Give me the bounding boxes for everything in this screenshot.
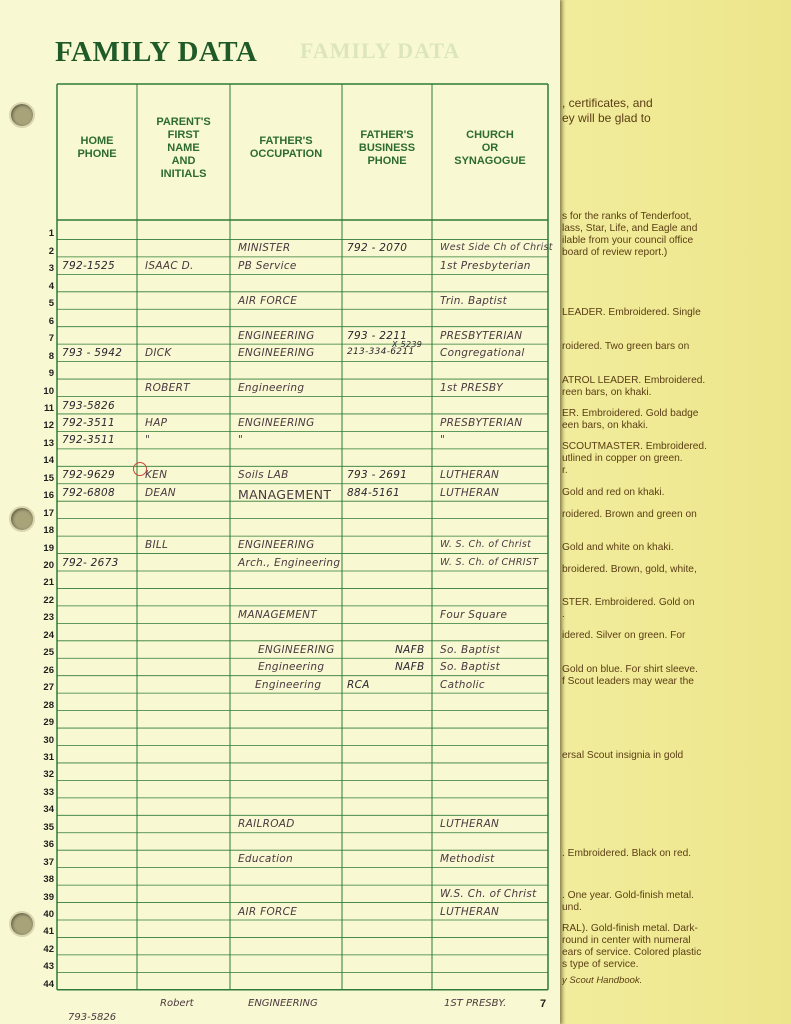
cell-home: 793-5826 <box>62 399 115 412</box>
row-number: 24 <box>43 629 54 641</box>
cell-church: West Side Ch of Christ <box>440 242 553 254</box>
cell-home: 792- 2673 <box>62 556 119 569</box>
cell-church: W. S. Ch. of CHRIST <box>440 556 539 568</box>
cell-parent: ISAAC D. <box>145 259 194 272</box>
row-number: 39 <box>43 891 54 903</box>
cell-home: 793 - 5942 <box>62 347 123 360</box>
row-number: 17 <box>43 507 54 519</box>
cell-home: 792-3511 <box>62 434 115 447</box>
cell-business: 884-5161 <box>347 486 400 499</box>
back-page-line: idered. Silver on green. For <box>562 630 686 641</box>
cell-church: PRESBYTERIAN <box>440 416 523 429</box>
back-page-line: s type of service. <box>562 959 639 970</box>
cell-church: So. Baptist <box>440 661 500 674</box>
cell-church: 1st PRESBY <box>440 382 503 395</box>
cell-business: 793 - 2211 <box>347 329 408 342</box>
cell-church: PRESBYTERIAN <box>440 329 523 342</box>
back-page-line: STER. Embroidered. Gold on <box>562 597 695 608</box>
row-number: 19 <box>43 542 54 554</box>
row-number: 9 <box>48 368 54 380</box>
cell-occupation: ENGINEERING <box>238 329 315 342</box>
column-header-business-phone: FATHER'S BUSINESS PHONE <box>358 128 416 167</box>
cell-occupation: ENGINEERING <box>238 347 315 360</box>
cell-occupation: " <box>238 434 244 447</box>
back-page-line: ersal Scout insignia in gold <box>562 750 684 761</box>
row-number: 7 <box>48 333 54 345</box>
cell-occupation: ENGINEERING <box>258 643 335 656</box>
cell-occupation: ENGINEERING <box>238 416 315 429</box>
cell-parent: DICK <box>145 347 172 360</box>
row-number: 2 <box>48 245 54 257</box>
cell-occupation: MANAGEMENT <box>238 608 318 621</box>
row-number: 10 <box>43 385 54 397</box>
cell-occupation: ENGINEERING <box>238 539 315 552</box>
column-header-home-phone: HOME PHONE <box>77 135 117 160</box>
cell-church: LUTHERAN <box>440 905 500 918</box>
back-page-line: lass, Star, Life, and Eagle and <box>562 223 698 234</box>
column-header-parent: PARENT'S FIRST NAME AND INITIALS <box>156 115 211 180</box>
cell-church: Methodist <box>440 853 495 866</box>
back-page-line: . One year. Gold-finish metal. <box>562 890 694 901</box>
row-number: 22 <box>43 594 54 606</box>
cell-home: 792-3511 <box>62 416 115 429</box>
back-page-line: reen bars, on khaki. <box>562 387 652 398</box>
footer-occupation: ENGINEERING <box>248 998 318 1009</box>
row-number: 15 <box>43 472 54 484</box>
back-page-line: SCOUTMASTER. Embroidered. <box>562 441 707 452</box>
row-number: 25 <box>43 647 54 659</box>
back-page-line: ER. Embroidered. Gold badge <box>562 408 699 419</box>
cell-home: 792-1525 <box>62 259 115 272</box>
back-page-line: Gold and white on khaki. <box>562 542 674 553</box>
back-page-line: f Scout leaders may wear the <box>562 676 694 687</box>
back-page-line: roidered. Brown and green on <box>562 509 697 520</box>
cell-home: 792-6808 <box>62 486 115 499</box>
cell-church: Four Square <box>440 608 508 621</box>
row-number: 34 <box>43 804 54 816</box>
cell-occupation: Engineering <box>238 382 305 395</box>
cell-occupation: Education <box>238 853 293 866</box>
cell-occupation: MANAGEMENT <box>238 486 332 502</box>
footer-church: 1ST PRESBY. <box>444 998 507 1009</box>
row-number: 32 <box>43 769 54 781</box>
cell-church: LUTHERAN <box>440 818 500 831</box>
back-page-line: r. <box>562 465 568 476</box>
cell-occupation: RAILROAD <box>238 818 295 831</box>
back-page-line: RAL). Gold-finish metal. Dark- <box>562 923 698 934</box>
cell-church: LUTHERAN <box>440 486 500 499</box>
column-header-occupation: FATHER'S OCCUPATION <box>249 135 323 160</box>
cell-occupation: AIR FORCE <box>238 294 298 307</box>
row-number: 3 <box>48 263 54 275</box>
bleed-through-title: FAMILY DATA <box>300 38 461 63</box>
row-number: 43 <box>43 961 54 973</box>
row-number: 29 <box>43 717 54 729</box>
row-number: 40 <box>43 909 54 920</box>
row-number: 16 <box>43 490 54 502</box>
cell-business: NAFB <box>395 661 425 674</box>
row-number: 28 <box>43 699 54 711</box>
row-number: 1 <box>48 228 54 240</box>
footer-phone: 793-5826 <box>68 1012 117 1023</box>
cell-church: W.S. Ch. of Christ <box>440 888 537 901</box>
cell-parent: BILL <box>145 539 169 552</box>
back-page-line: LEADER. Embroidered. Single <box>562 307 701 318</box>
cell-business: 792 - 2070 <box>347 242 408 255</box>
row-number: 8 <box>48 350 54 362</box>
row-number: 12 <box>43 420 54 432</box>
back-page-line: board of review report.) <box>562 247 668 258</box>
row-number: 36 <box>43 839 54 851</box>
back-page-line: broidered. Brown, gold, white, <box>562 564 697 575</box>
footer-parent: Robert <box>160 998 194 1009</box>
row-number: 26 <box>43 664 54 676</box>
cell-parent: ROBERT <box>145 382 190 395</box>
row-number: 31 <box>43 751 54 763</box>
row-number: 21 <box>43 577 54 589</box>
back-page-line: . <box>562 609 565 620</box>
back-page-line: Gold on blue. For shirt sleeve. <box>562 664 698 675</box>
row-number: 37 <box>43 856 54 868</box>
back-page-line: und. <box>562 902 582 913</box>
form-title: FAMILY DATA <box>55 36 258 68</box>
row-number: 27 <box>43 682 54 694</box>
cell-church: Catholic <box>440 678 485 691</box>
red-ink-mark <box>133 462 147 476</box>
cell-business: 793 - 2691 <box>347 469 408 482</box>
back-page-line: . Embroidered. Black on red. <box>562 848 692 859</box>
row-number: 5 <box>48 298 54 310</box>
row-number: 38 <box>43 874 54 886</box>
cell-business: NAFB <box>395 643 425 656</box>
business-phone-extension-note: X 5239 <box>392 340 423 350</box>
cell-church: LUTHERAN <box>440 469 500 482</box>
back-page-line: roidered. Two green bars on <box>562 341 690 352</box>
cell-church: Congregational <box>440 347 525 360</box>
row-number: 6 <box>48 315 54 327</box>
row-number: 33 <box>43 786 54 798</box>
cell-occupation: Engineering <box>258 661 325 674</box>
row-number: 23 <box>43 612 54 624</box>
row-number: 11 <box>43 402 54 414</box>
cell-church: " <box>440 434 446 447</box>
row-number: 14 <box>43 455 54 467</box>
back-page-line: s for the ranks of Tenderfoot, <box>562 211 692 222</box>
row-number: 13 <box>43 437 54 449</box>
cell-occupation: Arch., Engineering <box>238 556 341 569</box>
row-number: 30 <box>43 734 54 746</box>
row-number: 42 <box>43 943 54 955</box>
back-page-line: Gold and red on khaki. <box>562 487 665 498</box>
cell-church: Trin. Baptist <box>440 294 507 307</box>
cell-parent: " <box>145 434 151 447</box>
back-page-line: een bars, on khaki. <box>562 420 649 431</box>
cell-occupation: AIR FORCE <box>238 905 298 918</box>
cell-occupation: MINISTER <box>238 242 291 255</box>
cell-parent: KEN <box>145 469 168 482</box>
back-page-line: ey will be glad to <box>562 111 651 125</box>
cell-parent: DEAN <box>145 486 176 499</box>
back-page-line: ears of service. Colored plastic <box>562 947 702 958</box>
back-page-line: ilable from your council office <box>562 235 694 246</box>
back-page-line: round in center with numeral <box>562 935 691 946</box>
cell-church: W. S. Ch. of Christ <box>440 539 532 551</box>
row-number: 18 <box>43 525 54 537</box>
cell-parent: HAP <box>145 416 168 429</box>
cell-business: 213-334-6211 <box>347 347 415 358</box>
row-number: 4 <box>48 280 54 292</box>
cell-occupation: Soils LAB <box>238 469 289 482</box>
page-number: 7 <box>540 998 547 1010</box>
cell-church: So. Baptist <box>440 643 500 656</box>
row-number: 44 <box>43 978 54 990</box>
row-number: 35 <box>43 821 54 833</box>
cell-home: 792-9629 <box>62 469 115 482</box>
cell-occupation: PB Service <box>238 259 297 272</box>
back-page-line: utlined in copper on green. <box>562 453 683 464</box>
back-page-line: ATROL LEADER. Embroidered. <box>562 375 706 386</box>
cell-occupation: Engineering <box>255 678 322 691</box>
row-number: 41 <box>43 926 54 938</box>
cell-church: 1st Presbyterian <box>440 259 531 272</box>
back-page-line: y Scout Handbook. <box>562 975 643 986</box>
column-header-church: CHURCH OR SYNAGOGUE <box>454 128 526 167</box>
back-page-line: , certificates, and <box>562 96 653 110</box>
row-number: 20 <box>43 560 54 571</box>
cell-business: RCA <box>347 678 370 691</box>
